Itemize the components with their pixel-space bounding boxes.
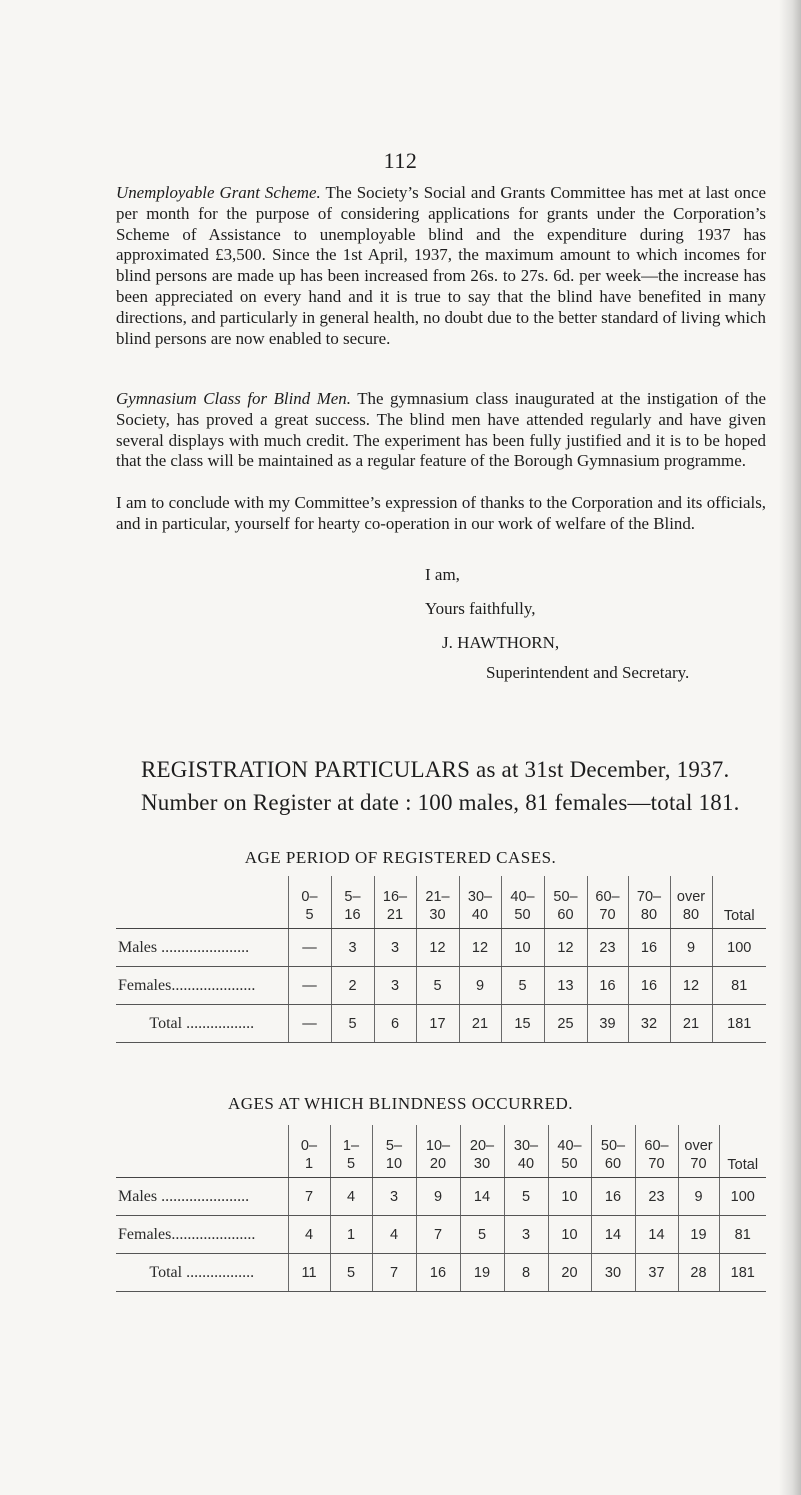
table-cell-total: 81 — [712, 967, 766, 1005]
column-header: 5– 10 — [372, 1125, 416, 1178]
table-cell: 16 — [628, 929, 670, 967]
table-cell: 16 — [628, 967, 670, 1005]
column-header: 40– 50 — [548, 1125, 591, 1178]
paragraph-conclusion — [116, 493, 766, 535]
table-cell: 14 — [460, 1178, 504, 1216]
column-header: 5– 16 — [331, 876, 374, 929]
table-cell: 15 — [501, 1005, 544, 1043]
age-period-table — [116, 876, 766, 1043]
column-header: over 80 — [670, 876, 712, 929]
table-cell: 12 — [459, 929, 501, 967]
table-cell: 23 — [587, 929, 628, 967]
signatory-name: J. HAWTHORN, — [442, 633, 560, 652]
paragraph-text — [116, 389, 766, 472]
table-cell: 14 — [591, 1216, 635, 1254]
column-header: 20– 30 — [460, 1125, 504, 1178]
table-cell: 8 — [504, 1254, 548, 1292]
table-cell: 10 — [501, 929, 544, 967]
column-header: 30– 40 — [459, 876, 501, 929]
column-header: 50– 60 — [544, 876, 587, 929]
column-header: 60– 70 — [635, 1125, 678, 1178]
table-cell: 10 — [548, 1216, 591, 1254]
table-cell: 7 — [288, 1178, 330, 1216]
table-cell: 9 — [670, 929, 712, 967]
column-header: 0– 5 — [288, 876, 331, 929]
column-header: 30– 40 — [504, 1125, 548, 1178]
table-cell: 28 — [678, 1254, 719, 1292]
column-header: 1– 5 — [330, 1125, 372, 1178]
table-cell: 23 — [635, 1178, 678, 1216]
table-cell-total: 100 — [719, 1178, 766, 1216]
table-header-row — [116, 876, 766, 929]
table-header-row — [116, 1125, 766, 1178]
paragraph-body: The Society’s Social and Grants Committee has met at last once per month for the purpose of considering applications for grants under the Corporation’s Scheme of Assistance to unemployable blind and the expenditure during 1937 has approximated £3,500. Since the 1st April, 1937, the maximum amount to which incomes for blind persons are made up has been increased from 26s. to 27s. 6d. per week—the increase has been appreciated on every hand and it is true to say that the blind have benefited in many directions, and particularly in general health, no doubt due to the better standard of living which blind persons are now enabled to secure. — [116, 183, 766, 348]
table-row — [116, 1005, 766, 1043]
table-cell: 3 — [372, 1178, 416, 1216]
column-header: 60– 70 — [587, 876, 628, 929]
table-row — [116, 1216, 766, 1254]
header-empty-cell — [116, 876, 288, 929]
table-cell: 16 — [416, 1254, 460, 1292]
column-header-total: Total — [719, 1125, 766, 1178]
table-cell-total: 100 — [712, 929, 766, 967]
table-cell: 3 — [374, 929, 416, 967]
table-cell-total: 181 — [719, 1254, 766, 1292]
table-cell: 21 — [459, 1005, 501, 1043]
row-label: Females..................... — [116, 1216, 288, 1254]
table-cell: 4 — [330, 1178, 372, 1216]
paragraph-heading: Unemployable Grant Scheme. — [116, 183, 321, 202]
table-cell: 5 — [331, 1005, 374, 1043]
table-row — [116, 1254, 766, 1292]
table-cell: — — [288, 929, 331, 967]
table-cell: 3 — [504, 1216, 548, 1254]
table-cell: 1 — [330, 1216, 372, 1254]
table-cell: 7 — [416, 1216, 460, 1254]
table-cell: 39 — [587, 1005, 628, 1043]
blindness-age-table — [116, 1125, 766, 1292]
header-empty-cell — [116, 1125, 288, 1178]
table-cell: 16 — [591, 1178, 635, 1216]
table-cell: 11 — [288, 1254, 330, 1292]
table1-title: AGE PERIOD OF REGISTERED CASES. — [244, 848, 557, 867]
table-cell: 37 — [635, 1254, 678, 1292]
table-cell: 16 — [587, 967, 628, 1005]
page-number: 112 — [383, 148, 418, 173]
registration-subtitle: Number on Register at date : 100 males, 81 females—total 181. — [141, 790, 740, 815]
column-header: 40– 50 — [501, 876, 544, 929]
table-cell: 4 — [372, 1216, 416, 1254]
table-cell-total: 81 — [719, 1216, 766, 1254]
paragraph-unemployable-grant — [116, 183, 766, 349]
table-cell: 32 — [628, 1005, 670, 1043]
row-label: Females..................... — [116, 967, 288, 1005]
column-header: 70– 80 — [628, 876, 670, 929]
table-cell: 5 — [460, 1216, 504, 1254]
signatory-title: Superintendent and Secretary. — [486, 663, 690, 682]
table-cell: 25 — [544, 1005, 587, 1043]
column-header: 0– 1 — [288, 1125, 330, 1178]
table-cell: 4 — [288, 1216, 330, 1254]
paragraph-gymnasium-class — [116, 389, 766, 472]
table-cell: 30 — [591, 1254, 635, 1292]
table-cell: 12 — [416, 929, 459, 967]
table-cell: 9 — [416, 1178, 460, 1216]
table-cell: 2 — [331, 967, 374, 1005]
column-header: 10– 20 — [416, 1125, 460, 1178]
table-cell: — — [288, 967, 331, 1005]
registration-title: REGISTRATION PARTICULARS as at 31st December, 1937. — [141, 757, 730, 782]
table-cell: 19 — [678, 1216, 719, 1254]
column-header: 16– 21 — [374, 876, 416, 929]
row-label: Total ................. — [116, 1254, 288, 1292]
table-cell: 6 — [374, 1005, 416, 1043]
paragraph-body: The gymnasium class inaugurated at the instigation of the Society, has proved a great success. The blind men have attended regularly and have given several displays with much credit. The experiment has been fully justified and it is to be hoped that the class will be maintained as a regular feature of the Borough Gymnasium programme. — [116, 389, 766, 471]
column-header: 50– 60 — [591, 1125, 635, 1178]
table-cell: 17 — [416, 1005, 459, 1043]
table-cell: 14 — [635, 1216, 678, 1254]
table-cell: 10 — [548, 1178, 591, 1216]
column-header-total: Total — [712, 876, 766, 929]
table-row — [116, 967, 766, 1005]
table-cell: 21 — [670, 1005, 712, 1043]
paragraph-heading: Gymnasium Class for Blind Men. — [116, 389, 351, 408]
table-cell: 5 — [504, 1178, 548, 1216]
page-edge-shadow — [779, 0, 801, 1495]
table-cell: 13 — [544, 967, 587, 1005]
table-cell-total: 181 — [712, 1005, 766, 1043]
table-cell: 20 — [548, 1254, 591, 1292]
row-label: Males ...................... — [116, 1178, 288, 1216]
column-header: 21– 30 — [416, 876, 459, 929]
closing-i-am: I am, — [425, 565, 460, 584]
table-cell: 3 — [331, 929, 374, 967]
table-cell: 12 — [670, 967, 712, 1005]
paragraph-text — [116, 493, 766, 535]
paragraph-body: I am to conclude with my Committee’s expression of thanks to the Corporation and its officials, and in particular, yourself for hearty co-operation in our work of welfare of the Blind. — [116, 493, 766, 533]
table-cell: 5 — [501, 967, 544, 1005]
table-cell: 3 — [374, 967, 416, 1005]
column-header: over 70 — [678, 1125, 719, 1178]
table-cell: 7 — [372, 1254, 416, 1292]
table-row — [116, 1178, 766, 1216]
row-label: Males ...................... — [116, 929, 288, 967]
table2-title: AGES AT WHICH BLINDNESS OCCURRED. — [227, 1094, 574, 1113]
table-cell: 12 — [544, 929, 587, 967]
table-cell: 5 — [330, 1254, 372, 1292]
table-cell: 5 — [416, 967, 459, 1005]
table-cell: 9 — [678, 1178, 719, 1216]
table-cell: 9 — [459, 967, 501, 1005]
table-cell: 19 — [460, 1254, 504, 1292]
closing-yours-faithfully: Yours faithfully, — [425, 599, 536, 618]
table-cell: — — [288, 1005, 331, 1043]
table-row — [116, 929, 766, 967]
paragraph-text — [116, 183, 766, 349]
row-label: Total ................. — [116, 1005, 288, 1043]
